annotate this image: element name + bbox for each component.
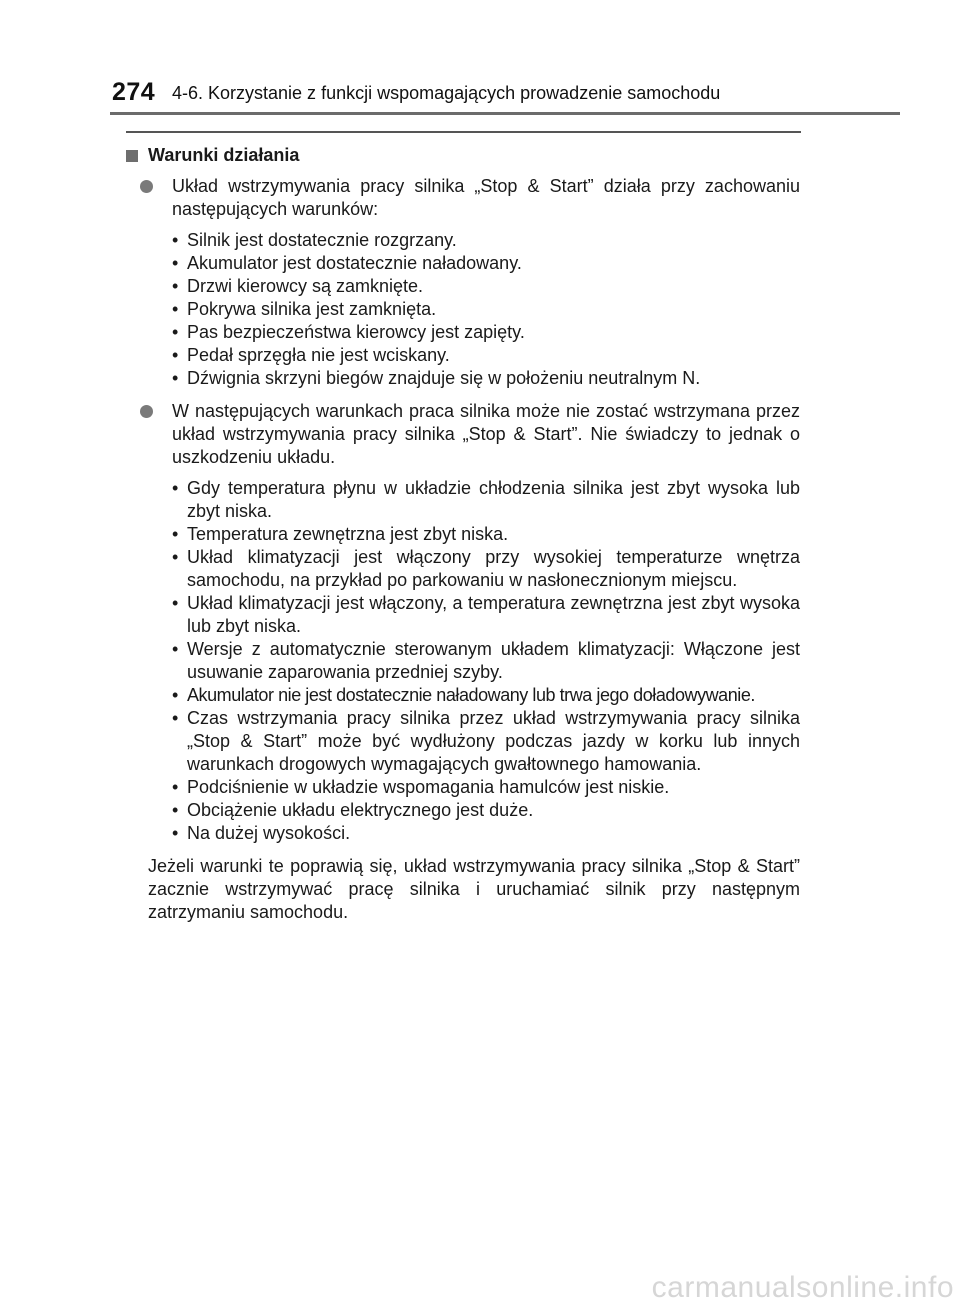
list-item: • Czas wstrzymania pracy silnika przez układ wstrzymywania pracy silnika „Stop & Start” może być wydłużony podczas jazdy w korku lub innych warunkach drogowych wymagających gwałtownego hamowania. bbox=[172, 708, 800, 774]
list-item: • Układ klimatyzacji jest włączony przy wysokiej temperaturze wnętrza samochodu, na przykład po parkowaniu w nasłonecznionym miejscu. bbox=[172, 547, 800, 590]
section-title: Warunki działania bbox=[148, 145, 300, 165]
closing-paragraph: Jeżeli warunki te poprawią się, układ wstrzymywania pracy silnika „Stop & Start” zacznie wstrzymywać pracę silnika i uruchamiać silnik przy następnym zatrzymaniu samochodu. bbox=[148, 856, 800, 922]
list-item: • Pokrywa silnika jest zamknięta. bbox=[172, 299, 437, 319]
list-item: • Pedał sprzęgła nie jest wciskany. bbox=[172, 345, 450, 365]
bullet-list bbox=[126, 477, 800, 845]
list-item: • Silnik jest dostatecznie rozgrzany. bbox=[172, 230, 457, 250]
bullet-list bbox=[126, 229, 800, 390]
list-item: • Układ klimatyzacji jest włączony, a temperatura zewnętrzna jest zbyt wysoka lub zbyt niska. bbox=[172, 593, 800, 636]
condition-item bbox=[126, 400, 800, 469]
list-item: • Temperatura zewnętrzna jest zbyt niska. bbox=[172, 524, 509, 544]
circle-bullet-icon bbox=[140, 180, 153, 193]
list-item: • Drzwi kierowcy są zamknięte. bbox=[172, 276, 424, 296]
list-item: • Dźwignia skrzyni biegów znajduje się w położeniu neutralnym N. bbox=[172, 368, 701, 388]
list-item: • Na dużej wysokości. bbox=[172, 823, 351, 843]
chapter-title: 4-6. Korzystanie z funkcji wspomagających prowadzenie samochodu bbox=[172, 83, 721, 103]
condition-text: Układ wstrzymywania pracy silnika „Stop & Start” działa przy zachowaniu następujących warunków: bbox=[172, 176, 800, 219]
condition-item bbox=[126, 175, 800, 221]
list-item: • Wersje z automatycznie sterowanym układem klimatyzacji: Włączone jest usuwanie zaparowania przedniej szyby. bbox=[172, 639, 800, 682]
watermark: carmanualsonline.info bbox=[651, 1271, 954, 1304]
section-divider bbox=[126, 131, 801, 133]
condition-text: W następujących warunkach praca silnika może nie zostać wstrzymana przez układ wstrzymywania pracy silnika „Stop & Start”. Nie świadczy to jednak o uszkodzeniu układu. bbox=[172, 401, 800, 467]
list-item: • Akumulator nie jest dostatecznie naładowany lub trwa jego doładowywanie. bbox=[172, 685, 755, 705]
header-divider bbox=[110, 112, 900, 115]
list-item: • Akumulator jest dostatecznie naładowany. bbox=[172, 253, 522, 273]
circle-bullet-icon bbox=[140, 405, 153, 418]
page-number: 274 bbox=[112, 78, 156, 106]
list-item: • Pas bezpieczeństwa kierowcy jest zapięty. bbox=[172, 322, 525, 342]
page-header bbox=[0, 74, 960, 114]
section-heading bbox=[126, 144, 800, 167]
square-bullet-icon bbox=[126, 150, 138, 162]
list-item: • Obciążenie układu elektrycznego jest duże. bbox=[172, 800, 534, 820]
list-item: • Gdy temperatura płynu w układzie chłodzenia silnika jest zbyt wysoka lub zbyt niska. bbox=[172, 478, 800, 521]
list-item: • Podciśnienie w układzie wspomagania hamulców jest niskie. bbox=[172, 777, 670, 797]
page-content bbox=[126, 142, 800, 924]
